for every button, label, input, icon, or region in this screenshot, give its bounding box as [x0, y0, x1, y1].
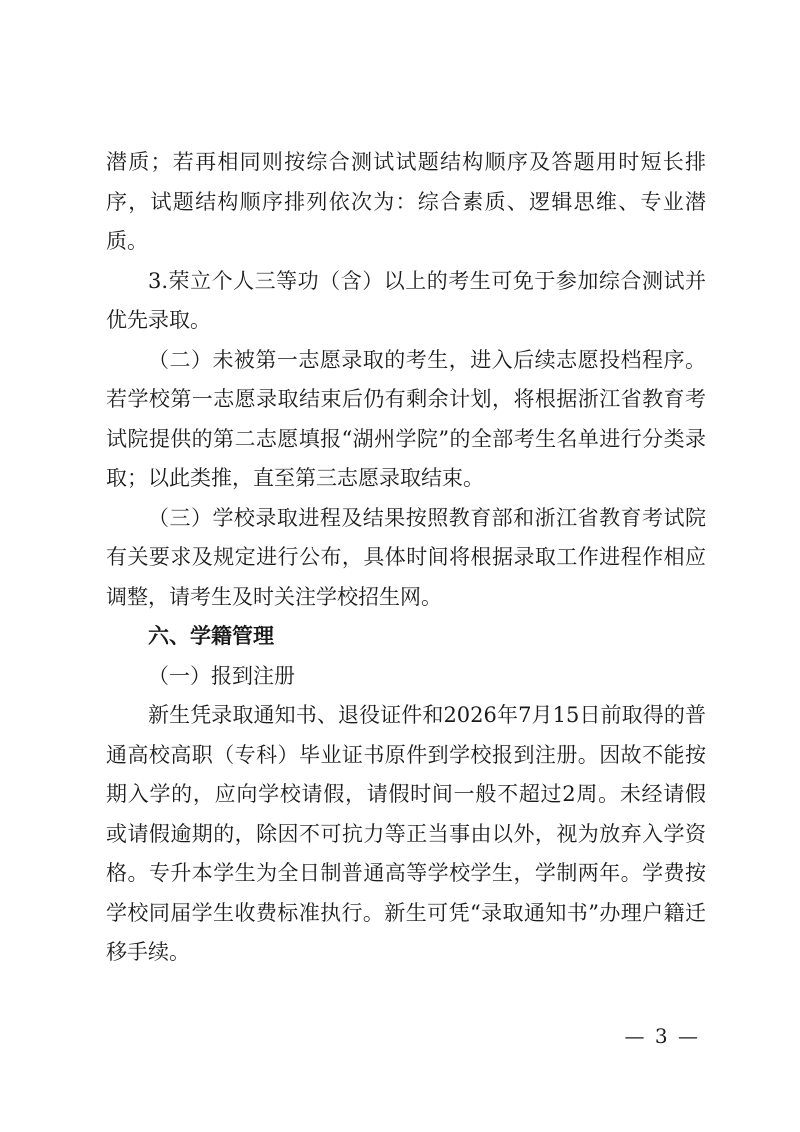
- paragraph-item-3: 3.荣立个人三等功（含）以上的考生可免于参加综合测试并优先录取。: [106, 268, 706, 332]
- paragraph-section-3: （三）学校录取进程及结果按照教育部和浙江省教育考试院有关要求及规定进行公布，具体时间将根据录取工作进程作相应调整，请考生及时关注学校招生网。: [106, 505, 706, 609]
- paragraph-continuation: 潜质；若再相同则按综合测试试题结构顺序及答题用时短长排序，试题结构顺序排列依次为：综合素质、逻辑思维、专业潜质。: [106, 150, 706, 253]
- subsection-heading-registration: （一）报到注册: [148, 663, 295, 688]
- paragraph-section-2: （二）未被第一志愿录取的考生，进入后续志愿投档程序。若学校第一志愿录取结束后仍有剩余计划，将根据浙江省教育考试院提供的第二志愿填报“湖州学院”的全部考生名单进行分类录取；以此类推，直至第三志愿录取结束。: [106, 347, 706, 490]
- page-number: — 3 —: [624, 1024, 700, 1048]
- paragraph-registration: 新生凭录取通知书、退役证件和2026年7月15日前取得的普通高校高职（专科）毕业证书原件到学校报到注册。因故不能按期入学的，应向学校请假，请假时间一般不超过2周。未经请假或请假逾期的，除因不可抗力等正当事由以外，视为放弃入学资格。专升本学生为全日制普通高等学校学生，学制两年。学费按学校同届学生收费标准执行。新生可凭“录取通知书”办理户籍迁移手续。: [106, 703, 706, 964]
- section-heading-enrollment: 六、学籍管理: [148, 624, 274, 648]
- document-body: [106, 143, 706, 973]
